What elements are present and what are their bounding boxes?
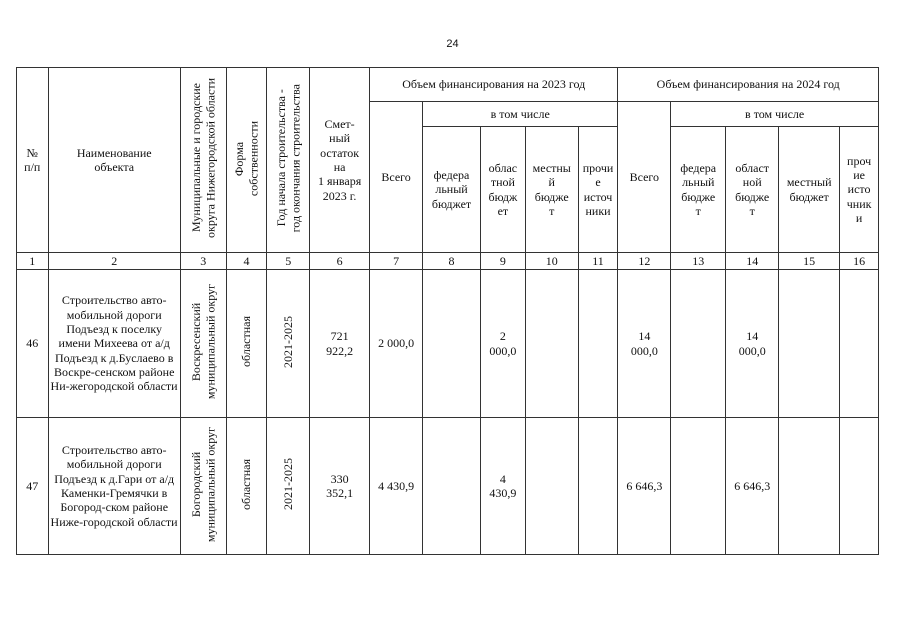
column-number: 11 [578, 253, 618, 270]
header-including-2023: в том числе [423, 102, 618, 127]
financing-table [16, 67, 879, 555]
local-2023 [525, 418, 578, 555]
ownership: областная [239, 316, 254, 368]
header-years-cell [267, 68, 310, 253]
years-cell [267, 270, 310, 418]
table-row [17, 270, 879, 418]
header-local-2024: местный бюджет [779, 127, 840, 253]
column-number: 13 [671, 253, 726, 270]
column-number: 5 [267, 253, 310, 270]
header-group-2024: Объем финансирования на 2024 год [618, 68, 879, 102]
column-number: 4 [226, 253, 267, 270]
column-number: 15 [779, 253, 840, 270]
federal-2023 [423, 270, 481, 418]
header-district: Муниципальные и городские округа Нижегородской области [188, 78, 218, 239]
total-2023: 4 430,9 [370, 418, 423, 555]
total-2024: 14 000,0 [618, 270, 671, 418]
column-number: 1 [17, 253, 49, 270]
regional-2024: 6 646,3 [726, 418, 779, 555]
district-cell [180, 270, 226, 418]
column-number: 10 [525, 253, 578, 270]
regional-2024: 14 000,0 [726, 270, 779, 418]
header-other-2023: прочи е источ ники [578, 127, 618, 253]
other-2024 [840, 270, 879, 418]
ownership-cell [226, 270, 267, 418]
regional-2023: 2 000,0 [481, 270, 526, 418]
header-remainder: Смет- ный остаток на 1 января 2023 г. [310, 68, 370, 253]
other-2023 [578, 270, 618, 418]
object-name: Строительство авто-мобильной дороги Подъезд к д.Гари от а/д Каменки-Гремячки в Богород-ском районе Ниже-городской области [48, 418, 180, 555]
local-2024 [779, 418, 840, 555]
total-2023: 2 000,0 [370, 270, 423, 418]
column-number: 7 [370, 253, 423, 270]
header-ownership-cell [226, 68, 267, 253]
total-2024: 6 646,3 [618, 418, 671, 555]
years: 2021-2025 [281, 458, 296, 511]
row-num: 46 [17, 270, 49, 418]
header-num: № п/п [17, 68, 49, 253]
federal-2023 [423, 418, 481, 555]
header-total-2024: Всего [618, 102, 671, 253]
column-number: 14 [726, 253, 779, 270]
years-cell [267, 418, 310, 555]
regional-2023: 4 430,9 [481, 418, 526, 555]
district: Воскресенский муниципальный округ [188, 284, 218, 400]
header-local-2023: местны й бюдже т [525, 127, 578, 253]
years: 2021-2025 [281, 315, 296, 368]
header-regional-2023: облас тной бюдж ет [481, 127, 526, 253]
remainder: 330 352,1 [310, 418, 370, 555]
header-federal-2024: федера льный бюдже т [671, 127, 726, 253]
column-number: 16 [840, 253, 879, 270]
column-number-row [17, 253, 879, 270]
district: Богородский муниципальный округ [188, 426, 218, 542]
column-number: 9 [481, 253, 526, 270]
row-num: 47 [17, 418, 49, 555]
column-number: 12 [618, 253, 671, 270]
other-2024 [840, 418, 879, 555]
header-regional-2024: област ной бюдже т [726, 127, 779, 253]
column-number: 8 [423, 253, 481, 270]
page-number: 24 [446, 38, 459, 50]
header-including-2024: в том числе [671, 102, 879, 127]
federal-2024 [671, 270, 726, 418]
header-ownership: Форма собственности [232, 120, 261, 196]
header-group-2023: Объем финансирования на 2023 год [370, 68, 618, 102]
local-2024 [779, 270, 840, 418]
header-row-1 [17, 68, 879, 102]
header-other-2024: проч ие исто чник и [840, 127, 879, 253]
column-number: 3 [180, 253, 226, 270]
header-years: Год начала строительства - год окончания строительства [273, 84, 303, 233]
district-cell [180, 418, 226, 555]
column-number: 6 [310, 253, 370, 270]
other-2023 [578, 418, 618, 555]
header-federal-2023: федера льный бюджет [423, 127, 481, 253]
header-name: Наименование объекта [48, 68, 180, 253]
header-district-cell [180, 68, 226, 253]
remainder: 721 922,2 [310, 270, 370, 418]
object-name: Строительство авто-мобильной дороги Подъезд к поселку имени Михеева от а/д Подъезд к д.Буслаево в Воскре-сенском районе Ни-жегородской области [48, 270, 180, 418]
ownership-cell [226, 418, 267, 555]
local-2023 [525, 270, 578, 418]
federal-2024 [671, 418, 726, 555]
table-row [17, 418, 879, 555]
header-total-2023: Всего [370, 102, 423, 253]
ownership: областная [239, 458, 254, 510]
column-number: 2 [48, 253, 180, 270]
